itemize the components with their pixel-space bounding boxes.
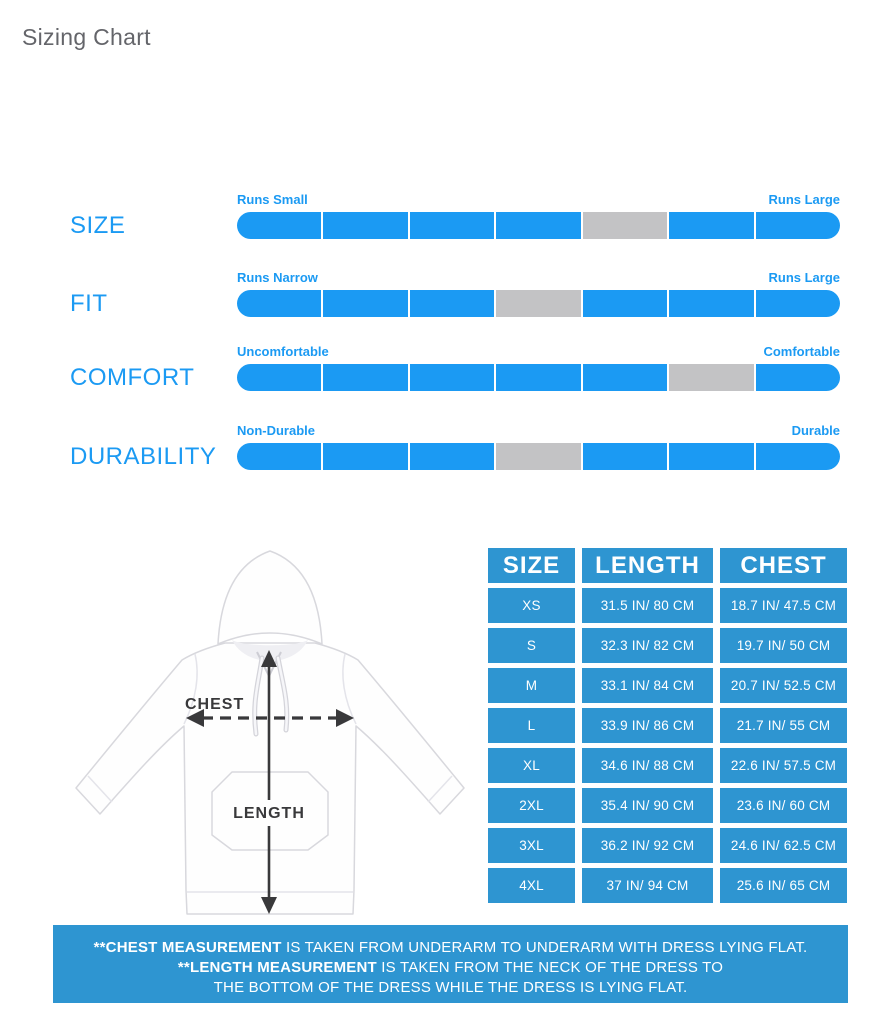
rating-bar [237, 443, 840, 470]
chest-note-rest: IS TAKEN FROM UNDERARM TO UNDERARM WITH DRESS LYING FLAT. [281, 939, 808, 956]
size-table-header-size: SIZE [488, 548, 575, 583]
measurement-note [53, 925, 848, 1003]
rating-bar [237, 212, 840, 239]
size-cell: XS [488, 588, 575, 623]
rating-segment [756, 443, 840, 470]
length-note-bold: **LENGTH MEASUREMENT [177, 959, 377, 976]
rating-marker-segment [496, 443, 580, 470]
length-note-rest: IS TAKEN FROM THE NECK OF THE DRESS TO [376, 959, 724, 976]
rating-segment [323, 290, 407, 317]
rating-segment [583, 443, 667, 470]
chest-dimension-label: CHEST [185, 696, 245, 713]
rating-segment [669, 212, 753, 239]
rating-segment [756, 290, 840, 317]
rating-row-comfort [0, 344, 887, 404]
chest-cell: 25.6 IN/ 65 CM [720, 868, 847, 903]
length-cell: 31.5 IN/ 80 CM [582, 588, 713, 623]
chest-cell: 21.7 IN/ 55 CM [720, 708, 847, 743]
rating-segment [410, 212, 494, 239]
size-cell: 4XL [488, 868, 575, 903]
chest-cell: 22.6 IN/ 57.5 CM [720, 748, 847, 783]
length-cell: 36.2 IN/ 92 CM [582, 828, 713, 863]
endpoint-right-label: Comfortable [763, 344, 840, 359]
page-title: Sizing Chart [22, 24, 151, 50]
length-note-line-2 [53, 978, 848, 998]
rating-bar [237, 290, 840, 317]
size-table [488, 548, 847, 903]
length-note-line [53, 958, 848, 978]
rating-bar [237, 364, 840, 391]
chest-cell: 19.7 IN/ 50 CM [720, 628, 847, 663]
rating-category-label: FIT [70, 289, 108, 317]
size-cell: 2XL [488, 788, 575, 823]
rating-segment [237, 364, 321, 391]
chest-note-bold: **CHEST MEASUREMENT [93, 939, 282, 956]
length-cell: 33.9 IN/ 86 CM [582, 708, 713, 743]
endpoint-right-label: Durable [791, 423, 840, 438]
rating-segment [323, 364, 407, 391]
rating-endpoint-labels [237, 423, 840, 438]
rating-segment [410, 443, 494, 470]
rating-marker-segment [669, 364, 753, 391]
rating-endpoint-labels [237, 344, 840, 359]
rating-endpoint-labels [237, 270, 840, 285]
endpoint-left-label: Runs Narrow [237, 270, 318, 285]
endpoint-left-label: Runs Small [237, 192, 308, 207]
size-cell: XL [488, 748, 575, 783]
length-cell: 33.1 IN/ 84 CM [582, 668, 713, 703]
rating-segment [410, 364, 494, 391]
rating-segment [237, 443, 321, 470]
rating-endpoint-labels [237, 192, 840, 207]
size-cell: 3XL [488, 828, 575, 863]
endpoint-left-label: Uncomfortable [237, 344, 329, 359]
length-dimension-label: LENGTH [233, 805, 305, 822]
rating-category-label: COMFORT [70, 363, 195, 391]
chest-note-line [53, 938, 848, 958]
hoodie-diagram [60, 540, 480, 930]
rating-segment [323, 443, 407, 470]
hood [218, 551, 322, 644]
endpoint-left-label: Non-Durable [237, 423, 315, 438]
rating-segment [756, 212, 840, 239]
hoodie-illustration [60, 540, 480, 930]
length-note-rest-2: THE BOTTOM OF THE DRESS WHILE THE DRESS IS LYING FLAT. [213, 979, 688, 996]
rating-segment [583, 364, 667, 391]
endpoint-right-label: Runs Large [768, 270, 840, 285]
chest-cell: 20.7 IN/ 52.5 CM [720, 668, 847, 703]
length-cell: 34.6 IN/ 88 CM [582, 748, 713, 783]
rating-category-label: DURABILITY [70, 442, 217, 470]
rating-segment [237, 212, 321, 239]
rating-segment [496, 212, 580, 239]
rating-segment [237, 290, 321, 317]
chest-cell: 24.6 IN/ 62.5 CM [720, 828, 847, 863]
endpoint-right-label: Runs Large [768, 192, 840, 207]
rating-segment [323, 212, 407, 239]
size-cell: L [488, 708, 575, 743]
rating-segment [496, 364, 580, 391]
rating-segment [756, 364, 840, 391]
rating-segment [669, 290, 753, 317]
size-table-header-length: LENGTH [582, 548, 713, 583]
rating-category-label: SIZE [70, 211, 126, 239]
rating-row-durability [0, 423, 887, 483]
rating-row-fit [0, 270, 887, 330]
chest-cell: 18.7 IN/ 47.5 CM [720, 588, 847, 623]
rating-row-size [0, 192, 887, 252]
rating-marker-segment [583, 212, 667, 239]
size-cell: S [488, 628, 575, 663]
length-cell: 32.3 IN/ 82 CM [582, 628, 713, 663]
rating-segment [669, 443, 753, 470]
rating-segment [410, 290, 494, 317]
size-table-header-chest: CHEST [720, 548, 847, 583]
length-cell: 37 IN/ 94 CM [582, 868, 713, 903]
length-cell: 35.4 IN/ 90 CM [582, 788, 713, 823]
rating-segment [583, 290, 667, 317]
rating-marker-segment [496, 290, 580, 317]
chest-cell: 23.6 IN/ 60 CM [720, 788, 847, 823]
size-cell: M [488, 668, 575, 703]
